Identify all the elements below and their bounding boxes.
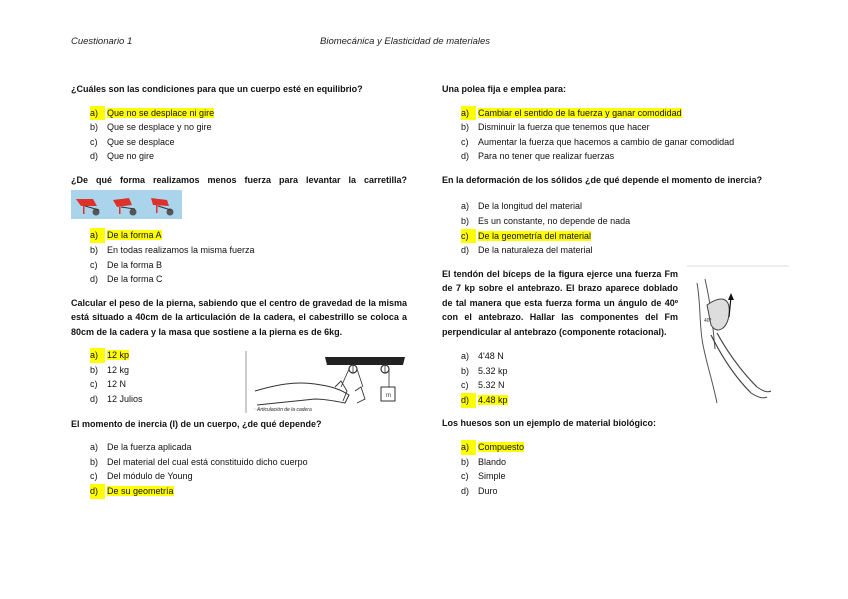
option-b[interactable]: b) Del material del cual está constituido dicho cuerpo [90,456,308,467]
wheelbarrow-icon-b [113,198,137,216]
option-b[interactable]: b) 5.32 kp [461,365,508,376]
option-list [71,106,407,164]
option-a[interactable]: a) De la forma A [71,228,407,243]
option-d[interactable]: d) Duro [461,485,498,496]
option-list [442,199,779,257]
question-text: Los huesos son un ejemplo de material biológico: [442,417,657,428]
question-inertia [71,417,407,499]
option-list [71,228,407,286]
svg-text:40°: 40° [704,317,712,324]
option-b[interactable]: b) 12 kg [90,364,130,375]
option-b[interactable]: b) Que se desplace y no gire [90,122,212,133]
wheelbarrow-figure [71,190,182,219]
question-text: El momento de inercia (I) de un cuerpo, ¿de qué depende? [71,418,322,429]
option-d[interactable]: d) Que no gire [90,151,155,162]
question-biceps [442,267,779,408]
option-b[interactable]: b) Es un constante, no depende de nada [461,215,631,226]
question-leg-weight [71,296,407,414]
option-b[interactable]: b) Blando [461,456,507,467]
option-c[interactable]: c) Simple [461,471,506,482]
arm-figure [687,265,789,405]
question-text: Calcular el peso de la pierna, sabiendo que el centro de gravedad de la misma está situado a 40cm de la articulación de la cadera, el cabestrillo se coloca a 80cm de la cadera y la masa que sostiene a la pierna es de 6kg. [71,297,407,337]
option-a[interactable]: a) 12 kp [71,348,407,363]
option-a[interactable]: a) Que no se desplace ni gire [71,106,407,121]
option-a[interactable]: a) Compuesto [442,440,779,455]
left-column [71,82,407,499]
option-c[interactable]: c) De la geometría del material [442,229,779,244]
option-b[interactable]: b) En todas realizamos la misma fuerza [90,244,255,255]
wheelbarrow-icon-a [76,199,100,216]
option-list [442,440,779,498]
question-pulley [442,82,779,164]
question-text: ¿De qué forma realizamos menos fuerza para levantar la carretilla? [71,174,407,185]
option-c[interactable]: c) Del módulo de Young [90,471,193,482]
right-column [442,82,779,499]
header-center: Biomecánica y Elasticidad de materiales [320,36,491,47]
option-c[interactable]: c) 12 N [90,379,127,390]
option-d[interactable]: d) De la naturaleza del material [461,245,593,256]
question-equilibrium [71,82,407,164]
leg-traction-figure [245,351,409,413]
option-list [442,106,779,164]
wheelbarrow-icon-c [151,198,174,216]
option-c[interactable]: c) 5.32 N [461,380,505,391]
option-d[interactable]: d) De la forma C [90,274,163,285]
option-d[interactable]: d) 4.48 kp [442,393,779,408]
question-wheelbarrow [71,173,407,287]
option-c[interactable]: c) Que se desplace [90,136,175,147]
figure-caption: Articulación de la cadera [257,407,312,414]
option-c[interactable]: c) Aumentar la fuerza que hacemos a cambio de ganar comodidad [461,136,735,147]
option-list [71,440,407,498]
option-b[interactable]: b) Disminuir la fuerza que tenemos que hacer [461,122,650,133]
option-a[interactable]: a) De la fuerza aplicada [90,442,192,453]
option-c[interactable]: c) De la forma B [90,259,163,270]
option-d[interactable]: d) De su geometría [71,484,407,499]
question-text: En la deformación de los sólidos ¿de qué depende el momento de inercia? [442,174,763,185]
question-bones [442,416,779,499]
option-a[interactable]: a) 4'48 N [461,351,504,362]
question-text: ¿Cuáles son las condiciones para que un cuerpo esté en equilibrio? [71,84,363,94]
option-d[interactable]: d) Para no tener que realizar fuerzas [461,151,615,162]
question-text: El tendón del bíceps de la figura ejerce una fuerza Fm de 7 kp sobre el antebrazo. El brazo aparece doblado de tal manera que esta fuerza forma un ángulo de 40º con el antebrazo. Hallar las componentes del Fm perpendicular al antebrazo (componente rotacional). [442,268,678,337]
header-left: Cuestionario 1 [71,36,133,47]
question-deformation [442,173,779,258]
option-d[interactable]: d) 12 Julios [90,394,143,405]
option-a[interactable]: a) Cambiar el sentido de la fuerza y ganar comodidad [442,106,779,121]
option-a[interactable]: a) De la longitud del material [461,201,583,212]
question-text: Una polea fija e emplea para: [442,84,567,94]
svg-text:m: m [386,393,391,400]
